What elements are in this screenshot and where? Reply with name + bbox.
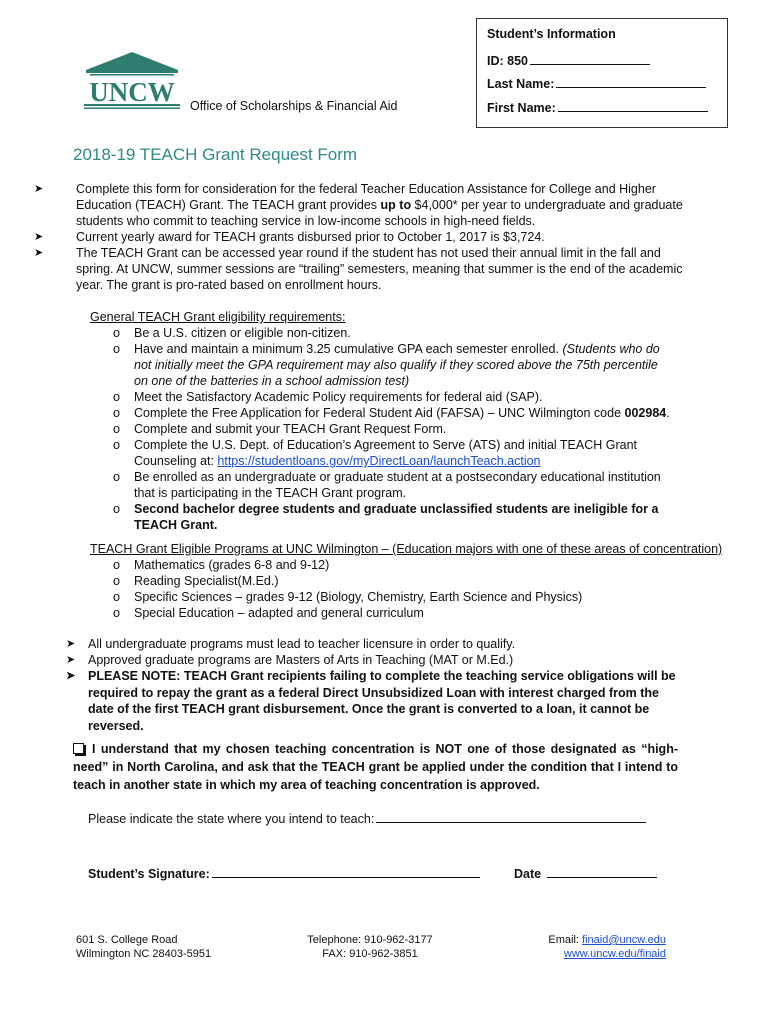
address-line-2: Wilmington NC 28403-5951 [76,948,212,960]
footer-phone [300,933,440,961]
arrow-bullet-icon: ➤ [66,670,76,682]
program-item: o Specific Sciences – grades 9-12 (Biology, Chemistry, Earth Science and Physics) [113,590,583,604]
eligibility-section [90,309,670,533]
uncw-logo [80,48,184,110]
signature-field[interactable] [88,865,480,881]
signature-label: Student’s Signature: [88,867,210,881]
student-info-box [476,18,728,128]
state-field[interactable] [88,810,646,826]
eligibility-item: o Meet the Satisfactory Academic Policy requirements for federal aid (SAP). [113,390,543,404]
eligibility-item: o Be enrolled as an undergraduate or graduate student at a postsecondary educational institution that is participating in the TEACH Grant program. [113,470,661,500]
date-label: Date [514,867,542,881]
note-item: ➤ PLEASE NOTE: TEACH Grant recipients failing to complete the teaching service obligations will be required to repay the grant as a federal Direct Unsubsidized Loan with interest charged from the date of the first TEACH grant disbursement. Once the grant is converted to a loan, it cannot be reversed. [66,669,676,733]
arrow-bullet-icon: ➤ [34,247,44,259]
student-id-field[interactable] [487,52,650,68]
signature-line [212,865,480,878]
student-id-label: ID: 850 [487,54,528,68]
date-field[interactable] [514,865,657,881]
acknowledgement [73,740,678,794]
eligibility-item: o Have and maintain a minimum 3.25 cumulative GPA each semester enrolled. (Students who do not initially meet the GPA requirement may also qualify if they scored above the 75th percentile on one of the batteries in a school admission test) [113,342,660,388]
eligibility-item: o Complete the Free Application for Federal Student Aid (FAFSA) – UNC Wilmington code 002984. [113,406,670,420]
arrow-bullet-icon: ➤ [66,654,76,666]
footer-address [76,933,211,961]
first-name-line [558,99,708,112]
intro-list [34,181,694,293]
page-title: 2018-19 TEACH Grant Request Form [73,145,358,164]
last-name-line [556,75,706,88]
eligibility-item: o Second bachelor degree students and graduate unclassified students are ineligible for a TEACH Grant. [113,502,659,532]
intro-item: ➤ Complete this form for consideration for the federal Teacher Education Assistance for College and Higher Education (TEACH) Grant. The TEACH grant provides up to $4,000* per year to undergraduate and graduate students who commit to teaching service in low-income schools in high-need fields. [34,182,683,228]
fax: FAX: 910-962-3851 [322,948,418,960]
uncw-logo-graphic [80,48,184,110]
program-item: o Mathematics (grades 6-8 and 9-12) [113,558,330,572]
eligibility-item: o Be a U.S. citizen or eligible non-citizen. [113,326,351,340]
programs-heading: TEACH Grant Eligible Programs at UNC Wilmington – (Education majors with one of these areas of concentration) [90,542,723,556]
intro-item: ➤ Current yearly award for TEACH grants disbursed prior to October 1, 2017 is $3,724. [34,230,545,244]
state-label: Please indicate the state where you intend to teach: [88,812,375,826]
first-name-label: First Name: [487,101,556,115]
footer-contact [520,933,666,961]
program-item: o Special Education – adapted and general curriculum [113,606,424,620]
student-id-line [530,52,650,65]
website-link[interactable]: www.uncw.edu/finaid [563,948,666,960]
acknowledgement-text: I understand that my chosen teaching concentration is NOT one of those designated as “high-need” in North Carolina, and ask that the TEACH grant be applied under the condition that I intend to teach in another state in which my area of teaching concentration is approved. [73,742,678,792]
last-name-label: Last Name: [487,77,555,91]
logo-text: UNCW [89,77,175,107]
acknowledgement-checkbox[interactable] [73,743,84,754]
arrow-bullet-icon: ➤ [34,231,44,243]
address-line-1: 601 S. College Road [76,934,178,946]
telephone: Telephone: 910-962-3177 [307,934,433,946]
programs-section [90,541,723,621]
email-link[interactable]: finaid@uncw.edu [582,934,666,946]
date-line [547,865,657,878]
eligibility-heading: General TEACH Grant eligibility requirements: [90,310,346,324]
last-name-field[interactable] [487,75,706,91]
arrow-bullet-icon: ➤ [34,183,44,195]
eligibility-item: o Complete the U.S. Dept. of Education’s Agreement to Serve (ATS) and initial TEACH Grant Counseling at: https://studentloans.gov/myDirectLoan/launchTeach.action [113,438,638,468]
note-item: ➤ Approved graduate programs are Masters of Arts in Teaching (MAT or M.Ed.) [66,653,514,667]
arrow-bullet-icon: ➤ [66,638,76,650]
office-name: Office of Scholarships & Financial Aid [190,99,398,113]
eligibility-item: o Complete and submit your TEACH Grant Request Form. [113,422,447,436]
intro-item: ➤ The TEACH Grant can be accessed year round if the student has not used their annual limit in the fall and spring. At UNCW, summer sessions are “trailing” semesters, meaning that summer is the end of the academic year. The grant is pro-rated based on enrollment hours. [34,246,683,292]
first-name-field[interactable] [487,99,708,115]
ats-link[interactable]: https://studentloans.gov/myDirectLoan/launchTeach.action [217,454,541,468]
program-item: o Reading Specialist(M.Ed.) [113,574,279,588]
note-item: ➤ All undergraduate programs must lead to teacher licensure in order to qualify. [66,637,516,651]
email-label: Email: [548,934,583,946]
notes-list [66,636,680,734]
student-info-heading: Student’s Information [487,27,616,41]
state-line [376,810,646,823]
